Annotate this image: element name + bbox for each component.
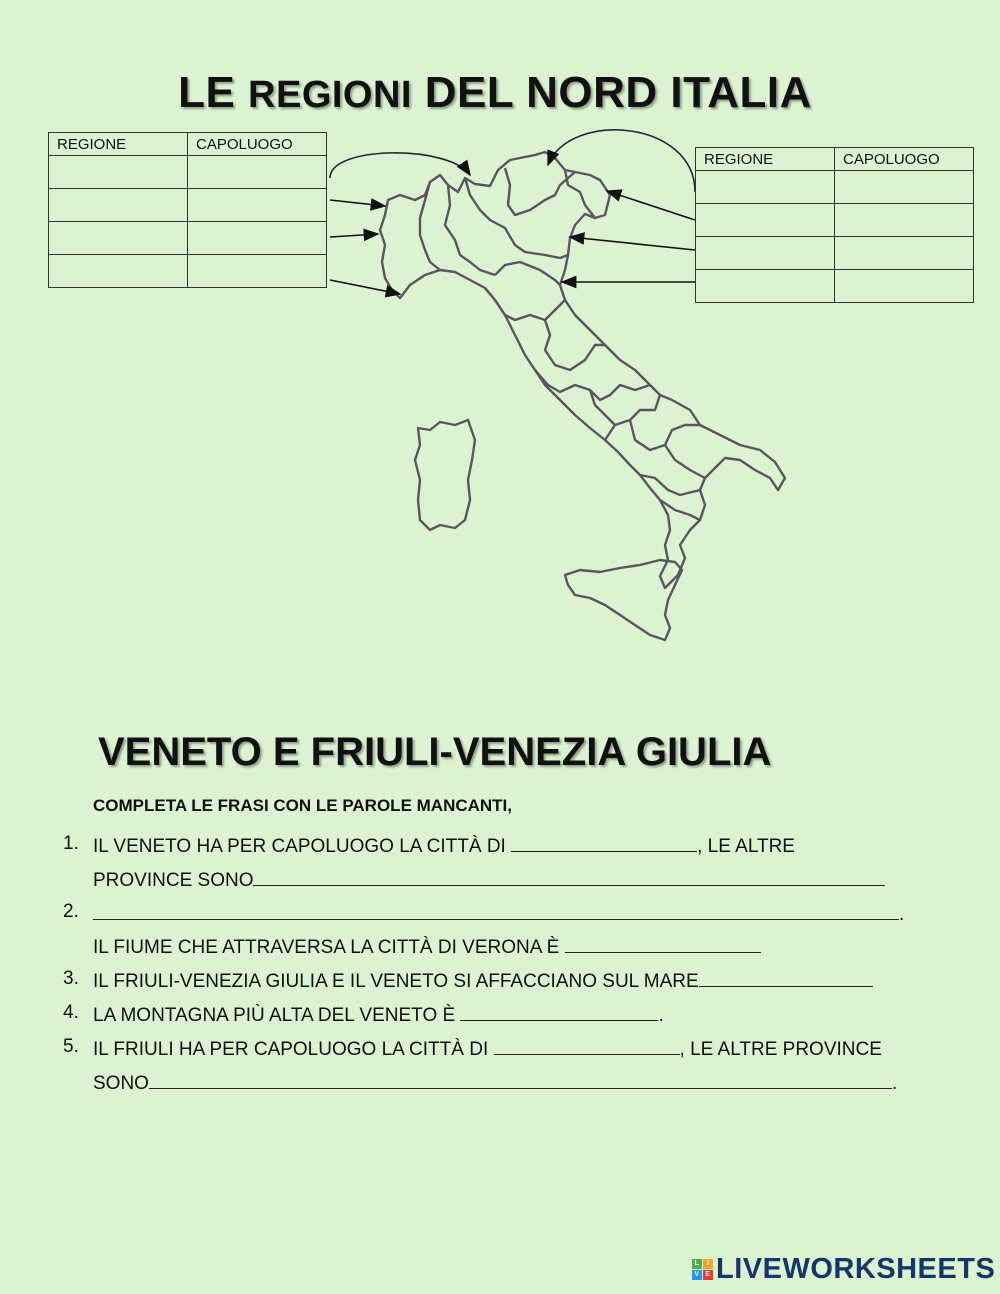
left-capital-input-3[interactable]	[188, 222, 326, 254]
left-table-header-region: REGIONE	[49, 133, 188, 156]
right-capital-cell-1[interactable]	[835, 171, 974, 204]
right-capital-input-2[interactable]	[835, 204, 973, 236]
item-number-2: 2.	[63, 901, 79, 922]
sentence-5-period: .	[891, 1073, 898, 1094]
logo-mark-e: E	[703, 1270, 713, 1280]
left-region-input-3[interactable]	[49, 222, 187, 254]
sentence-1	[93, 833, 795, 858]
sentence-1-text-b: , LE ALTRE	[697, 836, 795, 857]
left-region-cell-4[interactable]	[49, 255, 188, 288]
item-number-4: 4.	[63, 1002, 79, 1023]
sentence-1-cont	[93, 867, 885, 892]
sentence-1-text-a: IL VENETO HA PER CAPOLUOGO LA CITTÀ DI	[93, 836, 512, 857]
left-region-input-4[interactable]	[49, 255, 187, 287]
sentence-5-text-c: SONO	[93, 1073, 149, 1094]
sentence-4	[93, 1002, 664, 1027]
right-region-cell-1[interactable]	[696, 171, 835, 204]
sentence-1-text-c: PROVINCE SONO	[93, 870, 254, 891]
blank-5-capital[interactable]	[494, 1036, 680, 1055]
sentence-5	[93, 1036, 882, 1061]
right-region-cell-3[interactable]	[696, 237, 835, 270]
right-region-table	[695, 147, 974, 303]
blank-2-line[interactable]	[93, 901, 899, 920]
right-region-input-2[interactable]	[696, 204, 834, 236]
instruction: COMPLETA LE FRASI CON LE PAROLE MANCANTI,	[93, 796, 513, 815]
right-region-input-3[interactable]	[696, 237, 834, 269]
sentence-5-text-b: , LE ALTRE PROVINCE	[679, 1039, 882, 1060]
blank-5-provinces[interactable]	[149, 1070, 892, 1089]
right-capital-input-3[interactable]	[835, 237, 973, 269]
logo-mark-l: L	[692, 1259, 702, 1269]
left-region-cell-1[interactable]	[49, 156, 188, 189]
right-region-input-1[interactable]	[696, 171, 834, 203]
item-number-3: 3.	[63, 968, 79, 989]
page-title: LE REGIONI DEL NORD ITALIA	[178, 68, 812, 117]
sentence-2-cont	[93, 934, 761, 959]
right-capital-cell-2[interactable]	[835, 204, 974, 237]
sentence-5-cont	[93, 1070, 897, 1095]
section-title: VENETO E FRIULI-VENEZIA GIULIA	[98, 730, 772, 774]
sentence-5-text-a: IL FRIULI HA PER CAPOLUOGO LA CITTÀ DI	[93, 1039, 494, 1060]
left-capital-cell-3[interactable]	[188, 222, 327, 255]
right-capital-cell-3[interactable]	[835, 237, 974, 270]
sentence-3-text: IL FRIULI-VENEZIA GIULIA E IL VENETO SI AFFACCIANO SUL MARE	[93, 971, 699, 992]
left-region-cell-2[interactable]	[49, 189, 188, 222]
left-capital-input-2[interactable]	[188, 189, 326, 221]
right-table-header-region: REGIONE	[696, 148, 835, 171]
left-table-header-capital: CAPOLUOGO	[188, 133, 327, 156]
left-capital-input-4[interactable]	[188, 255, 326, 287]
logo-text: LIVEWORKSHEETS	[716, 1253, 996, 1285]
liveworksheets-logo	[692, 1253, 995, 1286]
blank-4-mountain[interactable]	[460, 1002, 658, 1021]
right-capital-cell-4[interactable]	[835, 270, 974, 303]
blank-1-capital[interactable]	[511, 833, 697, 852]
left-region-cell-3[interactable]	[49, 222, 188, 255]
right-region-cell-4[interactable]	[696, 270, 835, 303]
sentence-2	[93, 901, 904, 926]
sentence-2-period: .	[899, 904, 905, 925]
logo-mark-icon	[692, 1259, 713, 1280]
sentence-4-period: .	[658, 1005, 664, 1026]
right-capital-input-4[interactable]	[835, 270, 973, 302]
right-region-input-4[interactable]	[696, 270, 834, 302]
left-capital-cell-2[interactable]	[188, 189, 327, 222]
item-number-1: 1.	[63, 833, 79, 854]
left-capital-cell-4[interactable]	[188, 255, 327, 288]
blank-3-sea[interactable]	[699, 968, 873, 987]
left-capital-input-1[interactable]	[188, 156, 326, 188]
right-capital-input-1[interactable]	[835, 171, 973, 203]
item-number-5: 5.	[63, 1036, 79, 1057]
blank-2-river[interactable]	[565, 934, 761, 953]
left-region-input-2[interactable]	[49, 189, 187, 221]
sentence-4-text: LA MONTAGNA PIÙ ALTA DEL VENETO È	[93, 1005, 461, 1026]
right-region-cell-2[interactable]	[696, 204, 835, 237]
logo-mark-v: V	[692, 1270, 702, 1280]
sentence-3	[93, 968, 873, 993]
sentence-2-text: IL FIUME CHE ATTRAVERSA LA CITTÀ DI VERONA È	[93, 937, 565, 958]
left-capital-cell-1[interactable]	[188, 156, 327, 189]
right-table-header-capital: CAPOLUOGO	[835, 148, 974, 171]
blank-1-provinces[interactable]	[253, 867, 885, 886]
left-region-table	[48, 132, 327, 288]
logo-mark-i: I	[703, 1259, 713, 1269]
left-region-input-1[interactable]	[49, 156, 187, 188]
